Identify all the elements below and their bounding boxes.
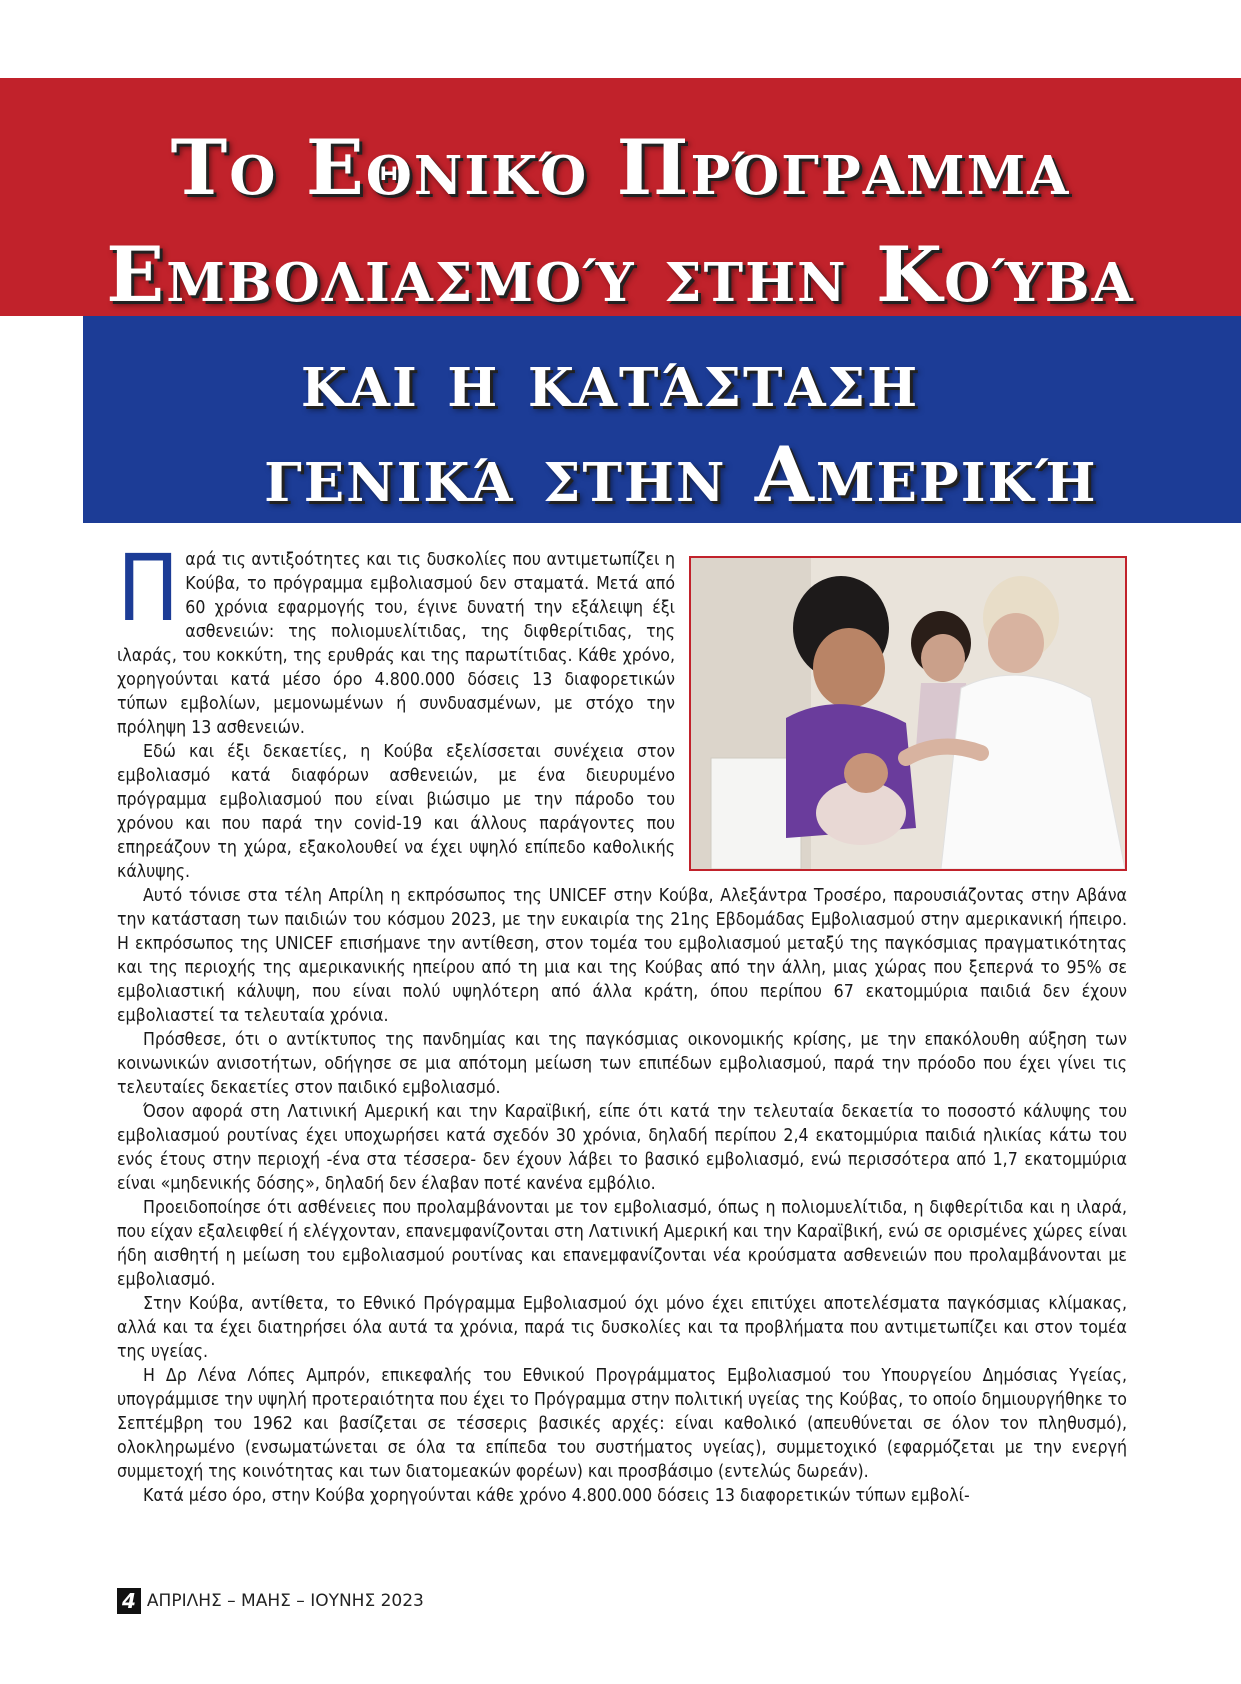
paragraph-2: Εδώ και έξι δεκαετίες, η Κούβα εξελίσσεται συνέχεια στον εμβολιασμό κατά διαφόρων ασθενειών, με ένα διευρυμένο πρόγραμμα εμβολιασμού που είναι βιώσιμο με την πάροδο του χρόνου και που παρά την covid-19 και άλλους παράγοντες που επηρεάζουν τη χώρα, εξακολουθεί να έχει υψηλό επίπεδο καθολικής κάλυψης.	[117, 742, 675, 882]
vaccination-photo-illustration	[691, 558, 1125, 869]
headline-line-1: Το Εθνικό Πρόγραμμα	[170, 123, 1071, 212]
page-footer	[117, 1588, 424, 1614]
paragraph-9: Κατά μέσο όρο, στην Κούβα χορηγούνται κάθε χρόνο 4.800.000 δόσεις 13 διαφορετικών τύπων εμβολί-	[143, 1486, 970, 1506]
headline-line-4: γενικά στην Αμερική	[264, 430, 1097, 519]
paragraph-1: αρά τις αντιξοότητες και τις δυσκολίες που αντιμετωπίζει η Κούβα, το πρόγραμμα εμβολιασμού δεν σταματά. Μετά από 60 χρόνια εφαρμογής του, έγινε δυνατή την εξάλειψη έξι ασθενειών: της πολιομυελίτιδας, της διφθερίτιδας, της ιλαράς, του κοκκύτη, της ερυθράς και της παρωτίτιδας. Κάθε χρόνο, χορηγούνται κατά μέσο όρο 4.800.000 δόσεις 13 διαφορετικών τύπων εμβολίων, μεμονωμένων ή συνδυασμένων, με στόχο την πρόληψη 13 ασθενειών.	[117, 550, 675, 738]
page-number: 4	[117, 1588, 141, 1614]
headline-line-3: και η κατάσταση	[300, 335, 920, 424]
paragraph-6: Προειδοποίησε ότι ασθένειες που προλαμβάνονται με τον εμβολιασμό, όπως η πολιομυελίτιδα, η διφθερίτιδα και η ιλαρά, που είχαν εξαλειφθεί ή ελέγχονταν, επανεμφανίζονται στη Λατινική Αμερική και την Καραϊβική, ενώ σε ορισμένες χώρες είναι ήδη αισθητή η μείωση του εμβολιασμού ρουτίνας και επανεμφανίζονται νέα κρούσματα ασθενειών που προλαμβάνονται με εμβολιασμό.	[117, 1198, 1127, 1290]
vaccination-photo	[689, 556, 1127, 871]
issue-label: ΑΠΡΙΛΗΣ – ΜΑΗΣ – ΙΟΥΝΗΣ 2023	[146, 1591, 424, 1611]
paragraph-7: Στην Κούβα, αντίθετα, το Εθνικό Πρόγραμμα Εμβολιασμού όχι μόνο έχει επιτύχει αποτελέσματα παγκόσμιας κλίμακας, αλλά και τα έχει διατηρήσει όλα αυτά τα χρόνια, παρά τις δυσκολίες και τα προβλήματα που αντιμετωπίζει και στον τομέα της υγείας.	[117, 1294, 1127, 1362]
paragraph-5: Όσον αφορά στη Λατινική Αμερική και την Καραϊβική, είπε ότι κατά την τελευταία δεκαετία το ποσοστό κάλυψης του εμβολιασμού ρουτίνας έχει υποχωρήσει κατά σχεδόν 30 χρόνια, δηλαδή περίπου 2,4 εκατομμύρια παιδιά ηλικίας κάτω του ενός έτους στην περιοχή -ένα στα τέσσερα- δεν έχουν λάβει το βασικό εμβολιασμό, ενώ περισσότερα από 1,7 εκατομμύρια είναι «μηδενικής δόσης», δηλαδή δεν έλαβαν ποτέ κανένα εμβόλιο.	[117, 1102, 1127, 1194]
paragraph-8: Η Δρ Λένα Λόπες Αμπρόν, επικεφαλής του Εθνικού Προγράμματος Εμβολιασμού του Υπουργείου Δημόσιας Υγείας, υπογράμμισε την υψηλή προτεραιότητα που έχει το Πρόγραμμα στην πολιτική υγείας της Κούβας, το οποίο δημιουργήθηκε το Σεπτέμβρη του 1962 και βασίζεται σε τέσσερις βασικές αρχές: είναι καθολικό (απευθύνεται σε όλον τον πληθυσμό), ολοκληρωμένο (ενσωματώνεται σε όλα τα επίπεδα του συστήματος υγείας), συμμετοχικό (εφαρμόζεται με την ενεργή συμμετοχή της κοινότητας και των διατομεακών φορέων) και προσβάσιμο (εντελώς δωρεάν).	[117, 1366, 1127, 1482]
paragraph-4: Πρόσθεσε, ότι ο αντίκτυπος της πανδημίας και της παγκόσμιας οικονομικής κρίσης, με την επακόλουθη αύξηση των κοινωνικών ανισοτήτων, οδήγησε σε μια απότομη μείωση των επιπέδων εμβολιασμού, παρά την πρόοδο που έχει γίνει τις τελευταίες δεκαετίες στον παιδικό εμβολιασμό.	[117, 1030, 1127, 1098]
paragraph-3: Αυτό τόνισε στα τέλη Απρίλη η εκπρόσωπος της UNICEF στην Κούβα, Αλεξάντρα Τροσέρο, παρουσιάζοντας στην Αβάνα την κατάσταση των παιδιών του κόσμου 2023, με την ευκαιρία της 21ης Εβδομάδας Εμβολιασμού στην αμερικανική ήπειρο. Η εκπρόσωπος της UNICEF επισήμανε την αντίθεση, στον τομέα του εμβολιασμού μεταξύ της παγκόσμιας πραγματικότητας και της περιοχής της αμερικανικής ηπείρου από τη μια και της Κούβας από την άλλη, μιας χώρας που ξεπερνά το 95% σε εμβολιαστική κάλυψη, που είναι πολύ υψηλότερη από άλλα κράτη, όπου περίπου 67 εκατομμύρια παιδιά δεν έχουν εμβολιαστεί τα τελευταία χρόνια.	[117, 886, 1127, 1026]
drop-cap: Π	[117, 535, 180, 642]
article-body	[117, 535, 1127, 1548]
headline-line-2: Εμβολιασμού στην Κούβα	[106, 230, 1135, 319]
